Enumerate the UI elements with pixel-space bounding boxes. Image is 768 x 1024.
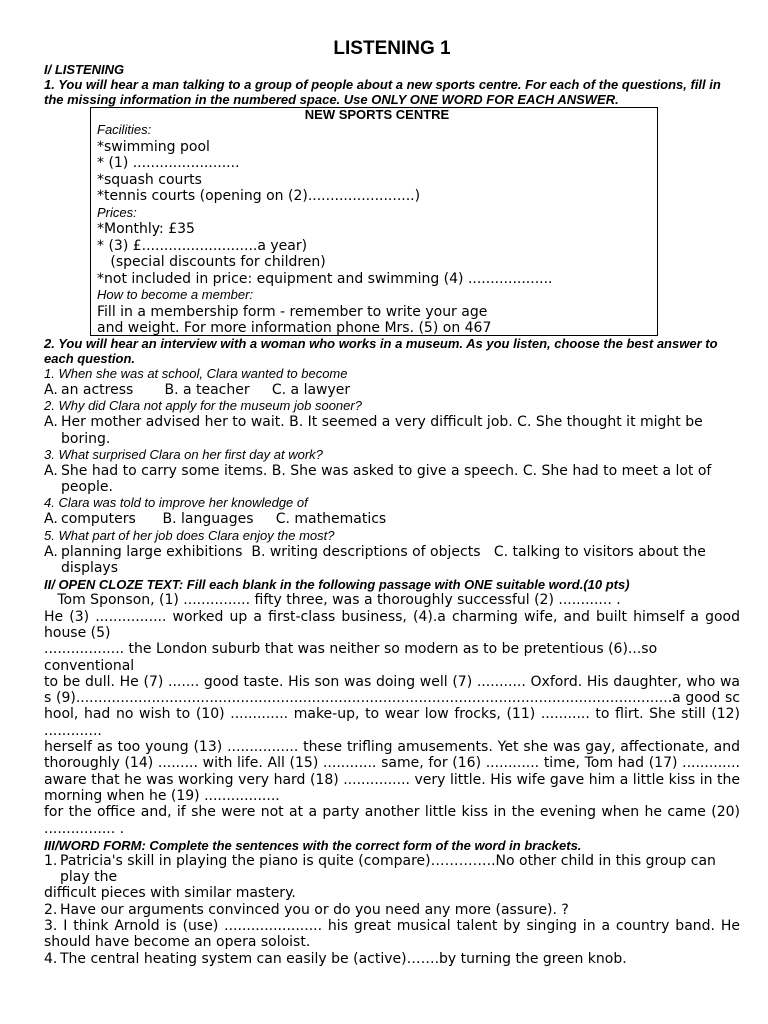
section-heading-open-cloze: II/ OPEN CLOZE TEXT: Fill each blank in the following passage with ONE suitable word.(10 pts) (44, 577, 630, 593)
question-text: 1. When she was at school, Clara wanted to become (44, 366, 348, 381)
word-form-item (44, 902, 740, 918)
member-line: Fill in a membership form - remember to write your age (97, 303, 488, 320)
option-letter: A. (44, 382, 58, 398)
sports-centre-box (90, 107, 658, 336)
facilities-label: Facilities: (97, 122, 152, 137)
item-text: Have our arguments convinced you or do you need any more (assure). ? (60, 901, 569, 918)
question-text: 2. Why did Clara not apply for the museum job sooner? (44, 398, 362, 414)
word-form-continuation: difficult pieces with similar mastery. (44, 885, 296, 902)
option-letter: A. (44, 543, 58, 560)
facility-line: * (1) ........................ (97, 155, 240, 171)
word-form-item: 3. I think Arnold is (use) ...................... his great musical talent by singing in a country band. He should have become an opera soloist. (44, 918, 740, 951)
item-number: 1. (44, 852, 58, 869)
question-2 (44, 398, 740, 447)
question-4 (44, 495, 740, 527)
cloze-line: for the office and, if she were not at a party another little kiss in the evening when he came (20) ................ . (44, 804, 740, 837)
item-text: Patricia's skill in playing the piano is quite (compare)…………..No other child in this group can play the (60, 852, 716, 886)
box-title: NEW SPORTS CENTRE (304, 107, 450, 122)
item-number: 4. (44, 950, 58, 967)
answer-options (44, 414, 740, 447)
price-line: * (3) £..........................a year) (97, 237, 308, 254)
question-text: 5. What part of her job does Clara enjoy the most? (44, 527, 335, 543)
item-text: The central heating system can easily be (active)…….by turning the green knob. (60, 950, 627, 967)
option-text: planning large exhibitions B. writing descriptions of objects C. talking to visitors about the displays (61, 543, 711, 577)
cloze-line: He (3) ................ worked up a first-class business, (4).a charming wife, and built himself a good house (5) (44, 608, 740, 641)
answer-options (44, 463, 740, 496)
option-letter: A. (44, 414, 58, 431)
option-letter: A. (44, 511, 58, 528)
question-text: 4. Clara was told to improve her knowledge of (44, 495, 308, 511)
facility-line: *squash courts (97, 171, 202, 188)
question-text: 3. What surprised Clara on her first day at work? (44, 446, 323, 462)
section-heading-listening: I/ LISTENING (44, 62, 125, 77)
prices-label: Prices: (97, 204, 137, 220)
option-letter: A. (44, 462, 58, 479)
word-form-item (44, 853, 740, 886)
section-heading-word-form: III/WORD FORM: Complete the sentences with the correct form of the word in brackets. (44, 837, 582, 853)
part1-instruction: 1. You will hear a man talking to a group of people about a new sports centre. For each of the questions, fill in the missing information in the numbered space. Use ONLY ONE WORD FOR EACH ANSWER. (44, 77, 721, 107)
member-line: and weight. For more information phone Mrs. (5) on 467 (97, 320, 492, 336)
question-1 (44, 366, 740, 398)
page-title: LISTENING 1 (333, 38, 451, 59)
facility-line: *tennis courts (opening on (2)........................) (97, 188, 421, 204)
cloze-line: herself as too young (13) ................ these trifling amusements. Yet she was gay, affectionate, and thoroughly (14) ......... with life. All (15) ............ same, for (16) ............ time, Tom had (17) ............. aware that he was working very hard (18) ............... very little. His wife gave him a little kiss in the morning when he (19) ................. (44, 739, 740, 804)
question-3 (44, 447, 740, 496)
part2-instruction: 2. You will hear an interview with a woman who works in a museum. As you listen, choose the best answer to each question. (44, 336, 718, 366)
facility-line: *swimming pool (97, 138, 210, 155)
cloze-line: to be dull. He (7) ....... good taste. His son was doing well (7) ........... Oxford. His daughter, who was (9)......................................................................................................................................a good school, had no wish to (10) ............. make-up, to wear low frocks, (11) ........... to flirt. She still (12) ............. (44, 673, 740, 739)
answer-options (44, 511, 740, 527)
cloze-line: Tom Sponson, (1) ............... fifty three, was a thoroughly successful (2) ............ . (44, 592, 621, 609)
member-label: How to become a member: (97, 287, 254, 302)
item-number: 2. (44, 901, 58, 918)
answer-options (44, 382, 740, 398)
cloze-line: .................. the London suburb that was neither so modern as to be pretentious (6)...so conventional (44, 641, 658, 674)
option-text: Her mother advised her to wait. B. It seemed a very difficult job. C. She thought it might be boring. (61, 414, 703, 447)
price-line: *Monthly: £35 (97, 221, 195, 237)
answer-options (44, 544, 740, 577)
option-text: computers B. languages C. mathematics (61, 511, 387, 528)
option-text: She had to carry some items. B. She was asked to give a speech. C. She had to meet a lot of people. (61, 462, 712, 496)
option-text: an actress B. a teacher C. a lawyer (61, 382, 351, 398)
worksheet-page (44, 36, 740, 967)
question-5 (44, 528, 740, 577)
price-line: *not included in price: equipment and swimming (4) ................... (97, 270, 553, 287)
word-form-item (44, 951, 740, 967)
price-line: (special discounts for children) (97, 254, 326, 270)
